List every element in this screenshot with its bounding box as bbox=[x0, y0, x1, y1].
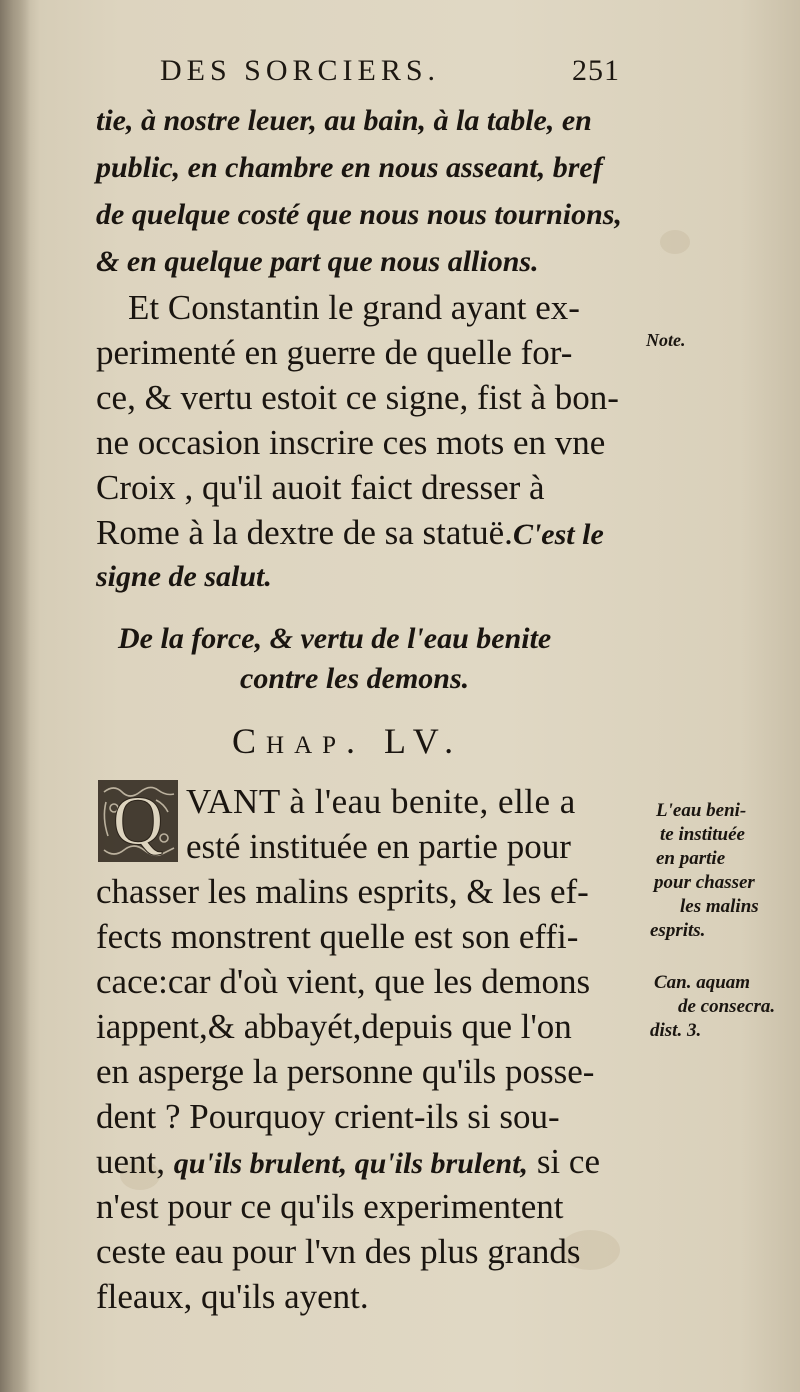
margin-note-line: de consecra. bbox=[678, 996, 776, 1017]
chapter-line: iappent,& abbayét,depuis que l'on bbox=[96, 1007, 572, 1046]
section-subheading-line1: De la force, & vertu de l'eau benite bbox=[118, 622, 552, 655]
body-line: ce, & vertu estoit ce signe, fist à bon- bbox=[96, 378, 619, 417]
chapter-line: cace:car d'où vient, que les demons bbox=[96, 962, 591, 1001]
chapter-line-roman-tail: si ce bbox=[528, 1142, 600, 1181]
foxing-stain bbox=[660, 230, 690, 254]
body-line: perimenté en guerre de quelle for- bbox=[96, 333, 573, 372]
margin-note-line: L'eau beni- bbox=[656, 800, 747, 821]
margin-note-line: Can. aquam bbox=[654, 972, 751, 993]
body-line-italic-part: C'est le bbox=[512, 518, 604, 551]
ornamental-dropcap bbox=[96, 778, 180, 864]
page-header bbox=[160, 54, 620, 94]
body-line: de quelque costé que nous nous tournions, bbox=[96, 198, 622, 231]
chapter-line: dent ? Pourquoy crient-ils si sou- bbox=[96, 1097, 560, 1136]
margin-note-line: dist. 3. bbox=[650, 1020, 702, 1041]
dropcap-letter: Q bbox=[112, 783, 164, 860]
section-subheading-line2: contre les demons. bbox=[240, 662, 470, 695]
body-line bbox=[96, 513, 656, 553]
body-line-roman-part: Rome à la dextre de sa statuë. bbox=[96, 513, 513, 552]
page-number: 251 bbox=[572, 54, 620, 87]
chapter-line: n'est pour ce qu'ils experimentent bbox=[96, 1187, 564, 1226]
running-title: DES SORCIERS. bbox=[160, 54, 441, 87]
margin-note-line: esprits. bbox=[650, 920, 706, 941]
chapter-line: chasser les malins esprits, & les ef- bbox=[96, 872, 589, 911]
body-line: tie, à nostre leuer, au bain, à la table, en bbox=[96, 104, 592, 137]
chapter-line: ceste eau pour l'vn des plus grands bbox=[96, 1232, 581, 1271]
margin-note-line: te instituée bbox=[660, 824, 745, 845]
chapter-line: VANT à l'eau benite, elle a bbox=[186, 782, 576, 821]
chapter-line-roman-part: uent, bbox=[96, 1142, 174, 1181]
chapter-title: Chap. LV. bbox=[232, 721, 464, 761]
body-line: Et Constantin le grand ayant ex- bbox=[128, 288, 580, 327]
body-line: Croix , qu'il auoit faict dresser à bbox=[96, 468, 545, 507]
chapter-line: fleaux, qu'ils ayent. bbox=[96, 1277, 369, 1316]
margin-note-line: pour chasser bbox=[654, 872, 755, 893]
chapter-line bbox=[96, 1142, 656, 1182]
margin-note-line: les malins bbox=[680, 896, 759, 917]
body-line: signe de salut. bbox=[96, 560, 272, 593]
body-line: public, en chambre en nous asseant, bref bbox=[96, 151, 603, 184]
margin-note-line: en partie bbox=[656, 848, 726, 869]
body-line: & en quelque part que nous allions. bbox=[96, 245, 539, 278]
binding-shadow bbox=[0, 0, 30, 1392]
chapter-line-italic-part: qu'ils brulent, qu'ils brulent, bbox=[173, 1147, 529, 1180]
chapter-line: en asperge la personne qu'ils posse- bbox=[96, 1052, 595, 1091]
chapter-line: esté instituée en partie pour bbox=[186, 827, 571, 866]
margin-note: Note. bbox=[646, 330, 686, 350]
body-line: ne occasion inscrire ces mots en vne bbox=[96, 423, 606, 462]
chapter-line: fects monstrent quelle est son effi- bbox=[96, 917, 579, 956]
